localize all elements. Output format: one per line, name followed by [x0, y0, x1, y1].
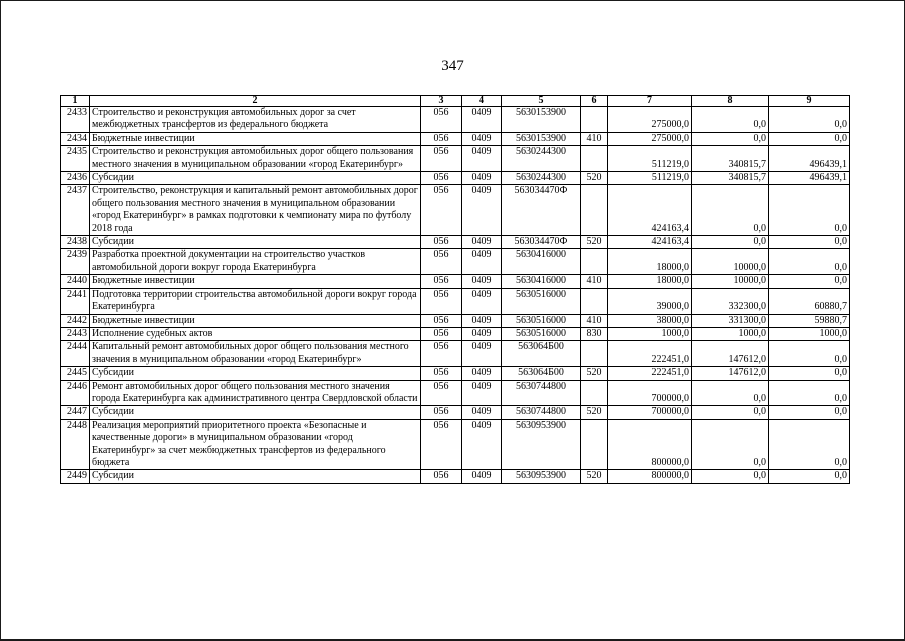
- cell-section-code: 0409: [462, 275, 502, 288]
- cell-target-code: 5630744800: [502, 406, 581, 419]
- cell-ministry-code: 056: [421, 236, 462, 249]
- row-name: Бюджетные инвестиции: [90, 132, 421, 145]
- cell-amount-year1: 18000,0: [608, 275, 692, 288]
- cell-amount-year3: 0,0: [769, 380, 850, 406]
- table-row: [61, 470, 850, 483]
- cell-amount-year2: 332300,0: [692, 288, 769, 314]
- cell-amount-year2: 0,0: [692, 419, 769, 470]
- cell-amount-year3: 0,0: [769, 406, 850, 419]
- cell-amount-year1: 424163,4: [608, 185, 692, 236]
- row-number: 2442: [61, 314, 90, 327]
- column-header: 9: [769, 96, 850, 107]
- column-header: 6: [581, 96, 608, 107]
- row-name: Реализация мероприятий приоритетного проекта «Безопасные и качественные дороги» в муниципальном образовании «город Екатеринбург» за счет межбюджетных трансфертов из федерального бюджета: [90, 419, 421, 470]
- cell-section-code: 0409: [462, 380, 502, 406]
- column-header: 3: [421, 96, 462, 107]
- cell-amount-year2: 1000,0: [692, 327, 769, 340]
- row-name: Строительство, реконструкция и капитальный ремонт автомобильных дорог общего пользования местного значения в муниципальном образовании «город Екатеринбург» в рамках подготовки к чемпионату мира по футболу 2018 года: [90, 185, 421, 236]
- cell-amount-year2: 0,0: [692, 236, 769, 249]
- row-number: 2444: [61, 341, 90, 367]
- table-body: [61, 107, 850, 484]
- cell-target-code: 5630153900: [502, 107, 581, 133]
- row-number: 2439: [61, 249, 90, 275]
- cell-ministry-code: 056: [421, 288, 462, 314]
- cell-section-code: 0409: [462, 249, 502, 275]
- cell-target-code: 5630516000: [502, 314, 581, 327]
- cell-amount-year2: 340815,7: [692, 172, 769, 185]
- cell-expense-type: [581, 341, 608, 367]
- column-header: 8: [692, 96, 769, 107]
- cell-amount-year3: 496439,1: [769, 172, 850, 185]
- cell-target-code: 5630744800: [502, 380, 581, 406]
- row-number: 2449: [61, 470, 90, 483]
- cell-amount-year2: 147612,0: [692, 341, 769, 367]
- cell-target-code: 563034470Ф: [502, 236, 581, 249]
- row-name: Ремонт автомобильных дорог общего пользования местного значения города Екатеринбурга как административного центра Свердловской области: [90, 380, 421, 406]
- cell-ministry-code: 056: [421, 107, 462, 133]
- cell-amount-year3: 496439,1: [769, 146, 850, 172]
- row-name: Субсидии: [90, 367, 421, 380]
- table-row: [61, 249, 850, 275]
- cell-target-code: 563064Б00: [502, 367, 581, 380]
- cell-amount-year1: 275000,0: [608, 107, 692, 133]
- table-row: [61, 236, 850, 249]
- cell-expense-type: [581, 419, 608, 470]
- cell-target-code: 5630516000: [502, 288, 581, 314]
- cell-target-code: 5630416000: [502, 275, 581, 288]
- row-name: Субсидии: [90, 172, 421, 185]
- row-name: Бюджетные инвестиции: [90, 275, 421, 288]
- cell-ministry-code: 056: [421, 185, 462, 236]
- row-name: Субсидии: [90, 236, 421, 249]
- table-row: [61, 406, 850, 419]
- cell-amount-year2: 0,0: [692, 380, 769, 406]
- cell-expense-type: 830: [581, 327, 608, 340]
- table-row: [61, 327, 850, 340]
- cell-section-code: 0409: [462, 367, 502, 380]
- column-header: 7: [608, 96, 692, 107]
- cell-section-code: 0409: [462, 341, 502, 367]
- cell-section-code: 0409: [462, 314, 502, 327]
- cell-amount-year3: 0,0: [769, 185, 850, 236]
- cell-amount-year3: 0,0: [769, 470, 850, 483]
- row-number: 2446: [61, 380, 90, 406]
- row-number: 2441: [61, 288, 90, 314]
- cell-amount-year1: 700000,0: [608, 380, 692, 406]
- column-header: 5: [502, 96, 581, 107]
- cell-expense-type: [581, 107, 608, 133]
- cell-section-code: 0409: [462, 185, 502, 236]
- cell-expense-type: [581, 185, 608, 236]
- cell-target-code: 563064Б00: [502, 341, 581, 367]
- table-row: [61, 132, 850, 145]
- cell-section-code: 0409: [462, 327, 502, 340]
- cell-amount-year1: 39000,0: [608, 288, 692, 314]
- row-name: Подготовка территории строительства автомобильной дороги вокруг города Екатеринбурга: [90, 288, 421, 314]
- cell-amount-year2: 0,0: [692, 107, 769, 133]
- row-name: Разработка проектной документации на строительство участков автомобильной дороги вокруг города Екатеринбурга: [90, 249, 421, 275]
- cell-amount-year1: 222451,0: [608, 367, 692, 380]
- cell-amount-year3: 1000,0: [769, 327, 850, 340]
- cell-section-code: 0409: [462, 172, 502, 185]
- cell-target-code: 5630244300: [502, 172, 581, 185]
- cell-section-code: 0409: [462, 470, 502, 483]
- cell-amount-year1: 1000,0: [608, 327, 692, 340]
- cell-amount-year3: 0,0: [769, 341, 850, 367]
- cell-amount-year1: 700000,0: [608, 406, 692, 419]
- row-number: 2447: [61, 406, 90, 419]
- row-name: Субсидии: [90, 470, 421, 483]
- cell-expense-type: [581, 380, 608, 406]
- cell-section-code: 0409: [462, 288, 502, 314]
- cell-amount-year1: 275000,0: [608, 132, 692, 145]
- cell-amount-year2: 0,0: [692, 185, 769, 236]
- cell-amount-year3: 0,0: [769, 249, 850, 275]
- cell-section-code: 0409: [462, 132, 502, 145]
- cell-section-code: 0409: [462, 146, 502, 172]
- row-name: Строительство и реконструкция автомобильных дорог за счет межбюджетных трансфертов из федерального бюджета: [90, 107, 421, 133]
- cell-ministry-code: 056: [421, 172, 462, 185]
- cell-target-code: 5630153900: [502, 132, 581, 145]
- cell-amount-year1: 222451,0: [608, 341, 692, 367]
- cell-expense-type: 410: [581, 314, 608, 327]
- row-name: Строительство и реконструкция автомобильных дорог общего пользования местного значения в муниципальном образовании «город Екатеринбург»: [90, 146, 421, 172]
- cell-target-code: 5630516000: [502, 327, 581, 340]
- page-number: 347: [441, 58, 464, 74]
- cell-amount-year2: 0,0: [692, 406, 769, 419]
- cell-ministry-code: 056: [421, 380, 462, 406]
- table-row: [61, 146, 850, 172]
- cell-expense-type: [581, 249, 608, 275]
- cell-expense-type: 520: [581, 406, 608, 419]
- table-row: [61, 367, 850, 380]
- cell-amount-year2: 331300,0: [692, 314, 769, 327]
- cell-amount-year3: 0,0: [769, 132, 850, 145]
- cell-target-code: 5630953900: [502, 419, 581, 470]
- table-row: [61, 107, 850, 133]
- cell-amount-year1: 424163,4: [608, 236, 692, 249]
- row-name: Субсидии: [90, 406, 421, 419]
- cell-amount-year1: 511219,0: [608, 172, 692, 185]
- row-number: 2448: [61, 419, 90, 470]
- cell-ministry-code: 056: [421, 249, 462, 275]
- row-number: 2433: [61, 107, 90, 133]
- cell-ministry-code: 056: [421, 314, 462, 327]
- cell-ministry-code: 056: [421, 419, 462, 470]
- cell-amount-year2: 147612,0: [692, 367, 769, 380]
- row-number: 2435: [61, 146, 90, 172]
- table-row: [61, 419, 850, 470]
- cell-expense-type: 410: [581, 275, 608, 288]
- table-row: [61, 314, 850, 327]
- cell-amount-year2: 0,0: [692, 470, 769, 483]
- cell-amount-year3: 0,0: [769, 367, 850, 380]
- cell-amount-year1: 38000,0: [608, 314, 692, 327]
- cell-amount-year1: 511219,0: [608, 146, 692, 172]
- cell-amount-year1: 18000,0: [608, 249, 692, 275]
- column-header: 4: [462, 96, 502, 107]
- row-number: 2436: [61, 172, 90, 185]
- cell-amount-year2: 340815,7: [692, 146, 769, 172]
- column-header: 1: [61, 96, 90, 107]
- row-number: 2443: [61, 327, 90, 340]
- cell-ministry-code: 056: [421, 367, 462, 380]
- cell-ministry-code: 056: [421, 406, 462, 419]
- table-row: [61, 275, 850, 288]
- cell-target-code: 563034470Ф: [502, 185, 581, 236]
- cell-target-code: 5630953900: [502, 470, 581, 483]
- row-number: 2434: [61, 132, 90, 145]
- cell-amount-year2: 10000,0: [692, 275, 769, 288]
- cell-ministry-code: 056: [421, 275, 462, 288]
- table-row: [61, 172, 850, 185]
- cell-expense-type: 520: [581, 367, 608, 380]
- table-row: [61, 341, 850, 367]
- row-number: 2438: [61, 236, 90, 249]
- cell-section-code: 0409: [462, 236, 502, 249]
- cell-ministry-code: 056: [421, 341, 462, 367]
- table-row: [61, 185, 850, 236]
- cell-expense-type: 520: [581, 470, 608, 483]
- cell-section-code: 0409: [462, 107, 502, 133]
- cell-expense-type: 520: [581, 172, 608, 185]
- table-row: [61, 380, 850, 406]
- cell-ministry-code: 056: [421, 470, 462, 483]
- cell-expense-type: [581, 288, 608, 314]
- cell-amount-year3: 59880,7: [769, 314, 850, 327]
- row-name: Капитальный ремонт автомобильных дорог общего пользования местного значения в муниципальном образовании «город Екатеринбург»: [90, 341, 421, 367]
- cell-expense-type: 410: [581, 132, 608, 145]
- cell-amount-year1: 800000,0: [608, 470, 692, 483]
- budget-table: [60, 95, 850, 484]
- cell-amount-year2: 0,0: [692, 132, 769, 145]
- row-number: 2440: [61, 275, 90, 288]
- cell-target-code: 5630416000: [502, 249, 581, 275]
- row-name: Исполнение судебных актов: [90, 327, 421, 340]
- cell-section-code: 0409: [462, 419, 502, 470]
- table-row: [61, 288, 850, 314]
- cell-target-code: 5630244300: [502, 146, 581, 172]
- cell-amount-year3: 0,0: [769, 107, 850, 133]
- cell-expense-type: 520: [581, 236, 608, 249]
- row-number: 2437: [61, 185, 90, 236]
- table-header-row: [61, 96, 850, 107]
- row-name: Бюджетные инвестиции: [90, 314, 421, 327]
- cell-expense-type: [581, 146, 608, 172]
- column-header: 2: [90, 96, 421, 107]
- cell-amount-year2: 10000,0: [692, 249, 769, 275]
- row-number: 2445: [61, 367, 90, 380]
- cell-ministry-code: 056: [421, 327, 462, 340]
- cell-amount-year3: 0,0: [769, 275, 850, 288]
- cell-amount-year3: 60880,7: [769, 288, 850, 314]
- cell-ministry-code: 056: [421, 146, 462, 172]
- cell-section-code: 0409: [462, 406, 502, 419]
- cell-ministry-code: 056: [421, 132, 462, 145]
- cell-amount-year1: 800000,0: [608, 419, 692, 470]
- cell-amount-year3: 0,0: [769, 236, 850, 249]
- cell-amount-year3: 0,0: [769, 419, 850, 470]
